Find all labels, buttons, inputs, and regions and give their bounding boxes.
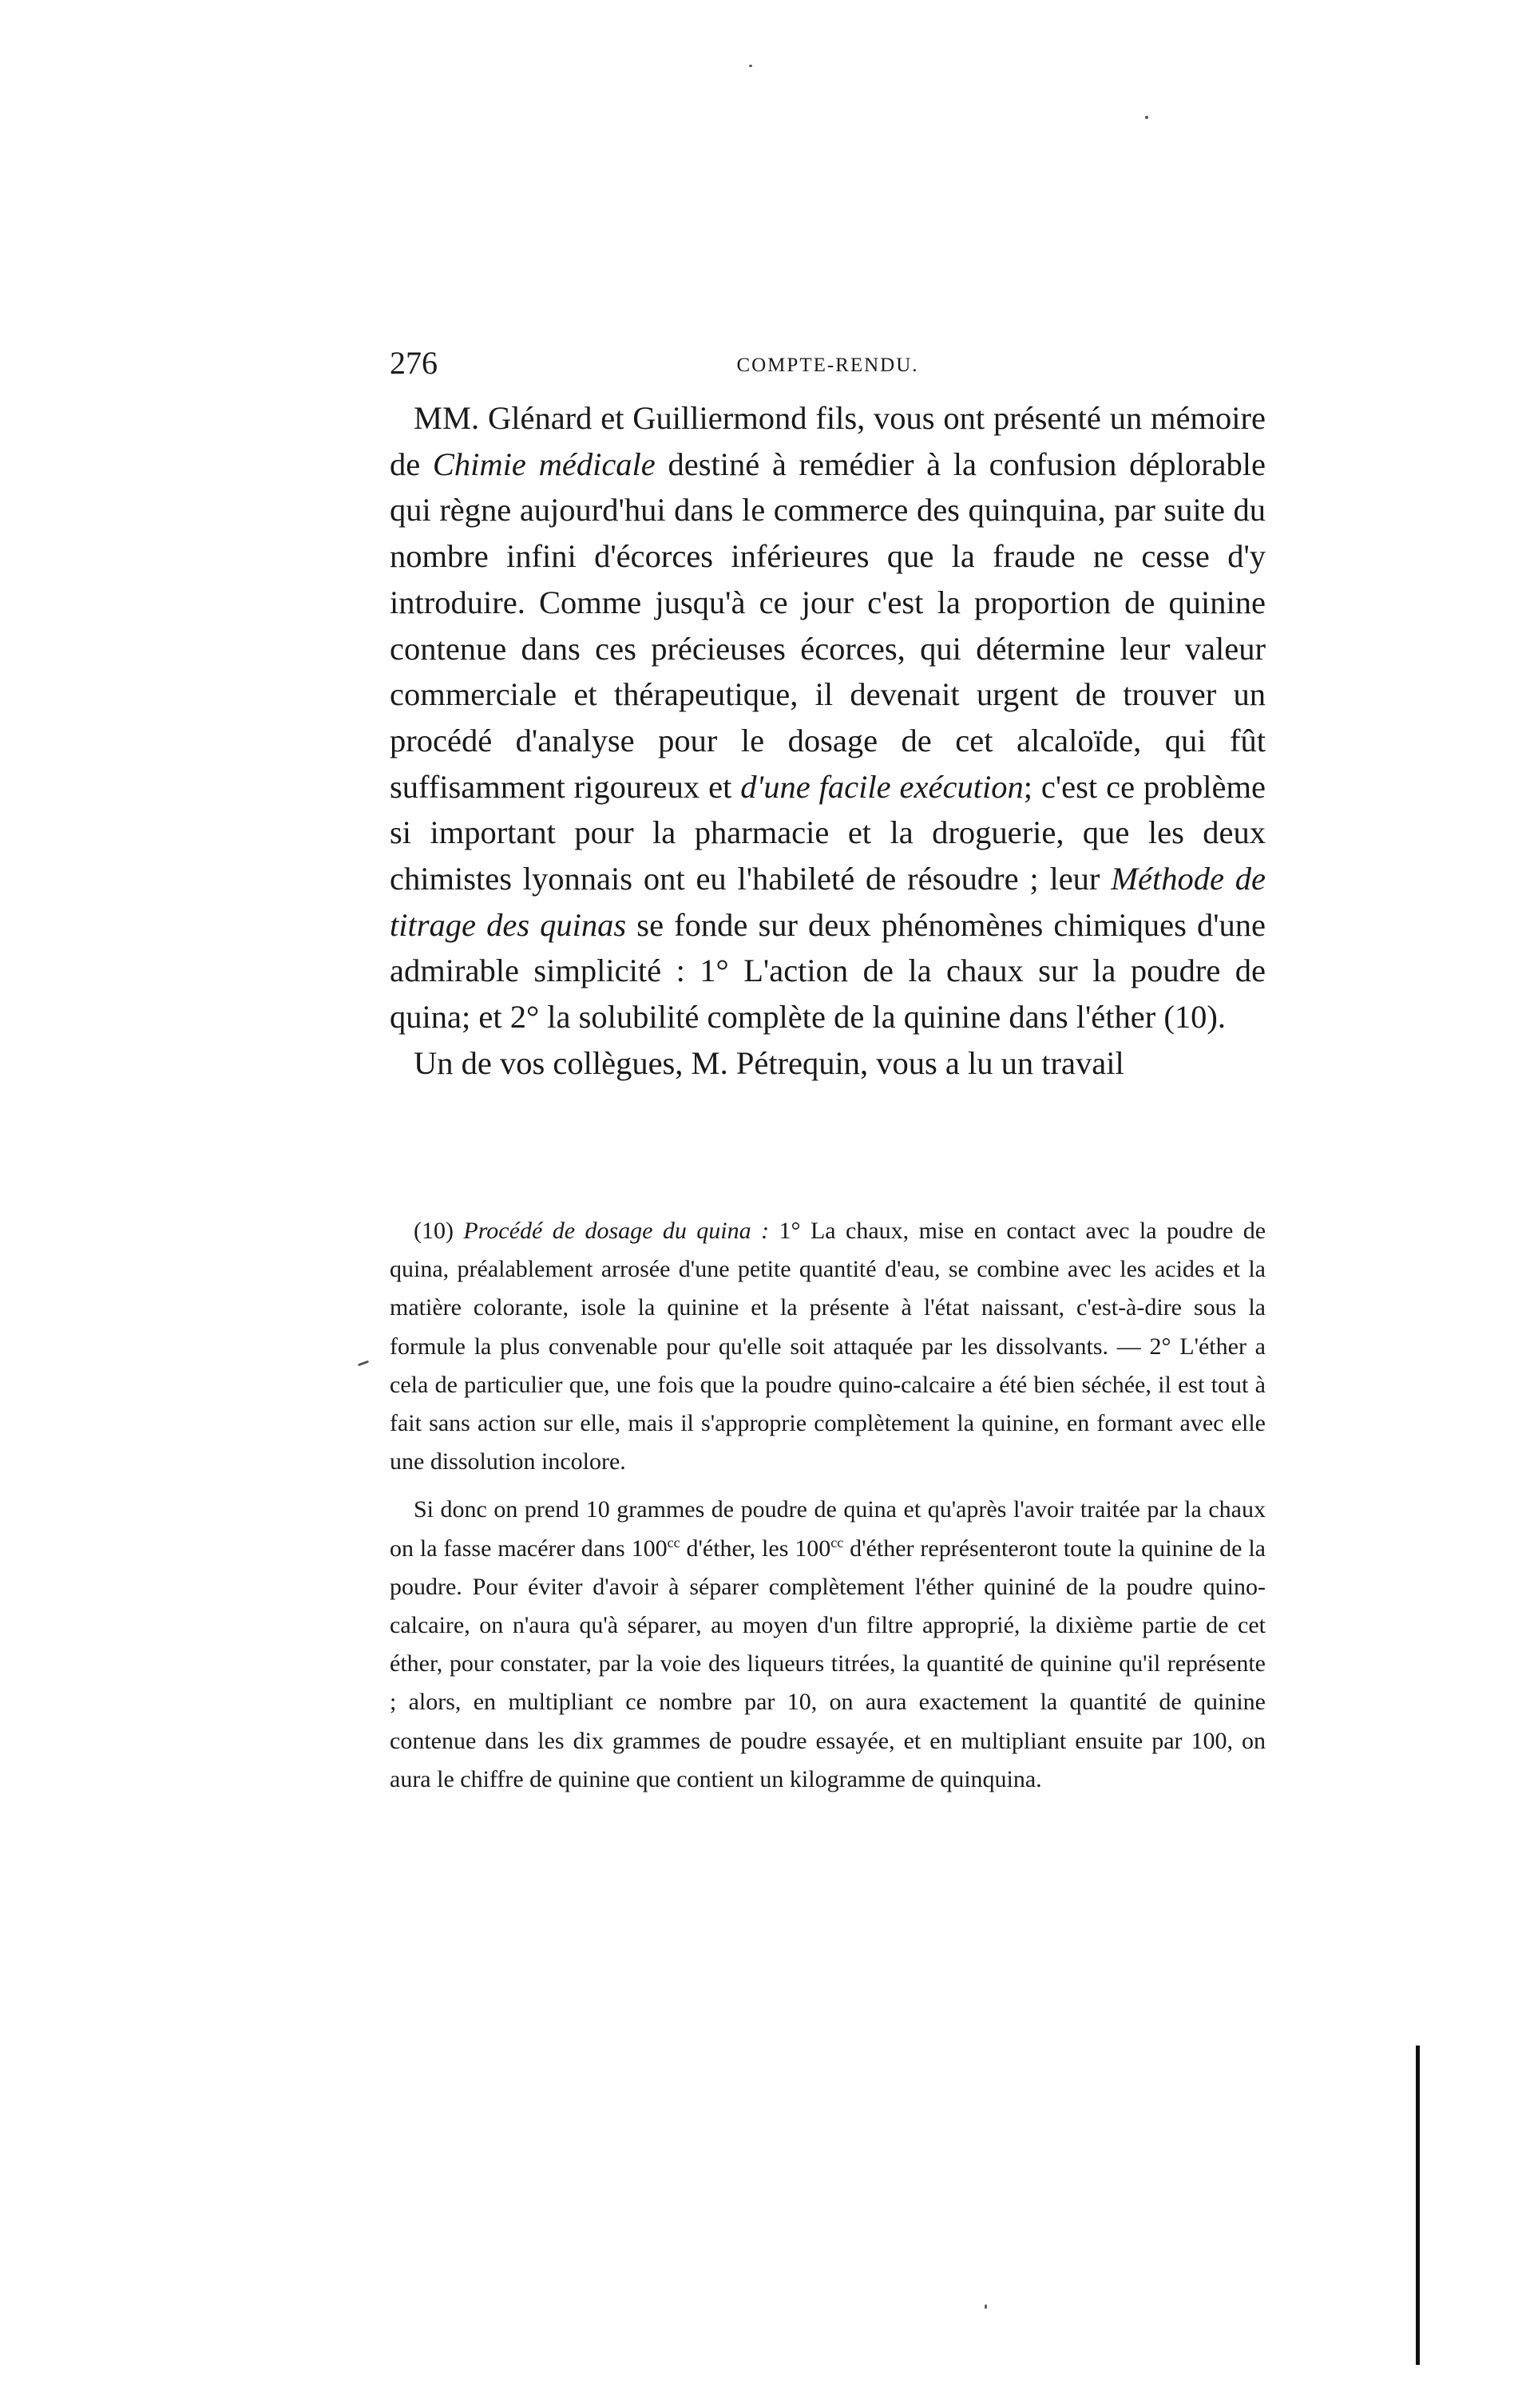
page-header [390,343,1266,391]
main-paragraph-2: Un de vos collègues, M. Pétrequin, vous a lu un travail [414,1044,1124,1081]
main-text [390,395,1266,1087]
footnote-marker: (10) [414,1218,464,1244]
paper-speck [749,65,752,67]
footnote-paragraph-1 [390,1212,1266,1481]
footnote-paragraph-2 [390,1491,1266,1799]
margin-rule [1416,2046,1420,2365]
footnote-title: Procédé de dosage du quina : [463,1218,770,1244]
footnote-p2-text-2: d'éther, les 100 [680,1535,831,1562]
main-p1-italic-3: Méthode de titrage des quinas [390,861,1266,943]
footnote-p1-text: 1° La chaux, mise en contact avec la poudre de quina, préalablement arrosée d'une petite quantité d'eau, se combine avec les acides et la matière colorante, isole la quinine et la présente à l'état naissant, c'est-à-dire sous la formule la plus convenable pour qu'elle soit attaquée par les dissolvants. — 2° L'éther a cela de particulier que, une fois que la poudre quino-calcaire a été bien séchée, il est tout à fait sans action sur elle, mais il s'approprie complètement la quinine, en formant avec elle une dissolution incolore. [390,1218,1266,1475]
main-p1-text-4: se fonde sur deux phénomènes chimiques d'une admirable simplicité : 1° L'action de la chaux sur la poudre de quina; et 2° la solubilité complète de la quinine dans l'éther (10). [390,906,1266,1036]
running-head: COMPTE-RENDU. [736,354,919,376]
main-p1-italic-1: Chimie médicale [432,446,656,482]
page-number: 276 [390,345,438,381]
main-p1-italic-2: d'une facile exécution [740,768,1024,805]
footnote-superscript-2: cc [830,1534,844,1551]
paper-speck [985,2304,987,2309]
paper-speck [358,1360,369,1367]
footnote-p2-text-3: d'éther représenteront toute la quinine de la poudre. Pour éviter d'avoir à séparer complètement l'éther quininé de la poudre quino-calcaire, on n'aura qu'à séparer, au moyen d'un filtre approprié, la dixième partie de cet éther, pour constater, par la voie des liqueurs titrées, la quantité de quinine qu'il représente ; alors, en multipliant ce nombre par 10, on aura exactement la quantité de quinine contenue dans les dix grammes de poudre essayée, et en multipliant ensuite par 100, on aura le chiffre de quinine que contient un kilogramme de quinquina. [390,1535,1266,1792]
footnote-block [390,1212,1266,1799]
footnote-superscript-1: cc [667,1534,680,1551]
paper-speck [1145,116,1148,119]
main-p1-text-3: ; c'est ce problème si important pour la pharmacie et la droguerie, que les deux chimistes lyonnais ont eu l'habileté de résoudre ; leur [390,768,1266,897]
main-p1-text-2: destiné à remédier à la confusion déplorable qui règne aujourd'hui dans le commerce des quinquina, par suite du nombre infini d'écorces inférieures que la fraude ne cesse d'y introduire. Comme jusqu'à ce jour c'est la proportion de quinine contenue dans ces précieuses écorces, qui détermine leur valeur commerciale et thérapeutique, il devenait urgent de trouver un procédé d'analyse pour le dosage de cet alcaloïde, qui fût suffisamment rigoureux et [390,446,1266,805]
main-p1-text-1: MM. Glénard et Guilliermond fils, vous ont présenté un mémoire de [390,400,1266,482]
main-paragraph-1 [390,395,1266,1040]
footnote-p2-text-1: Si donc on prend 10 grammes de poudre de quina et qu'après l'avoir traitée par la chaux on la fasse macérer dans 100 [390,1496,1266,1562]
